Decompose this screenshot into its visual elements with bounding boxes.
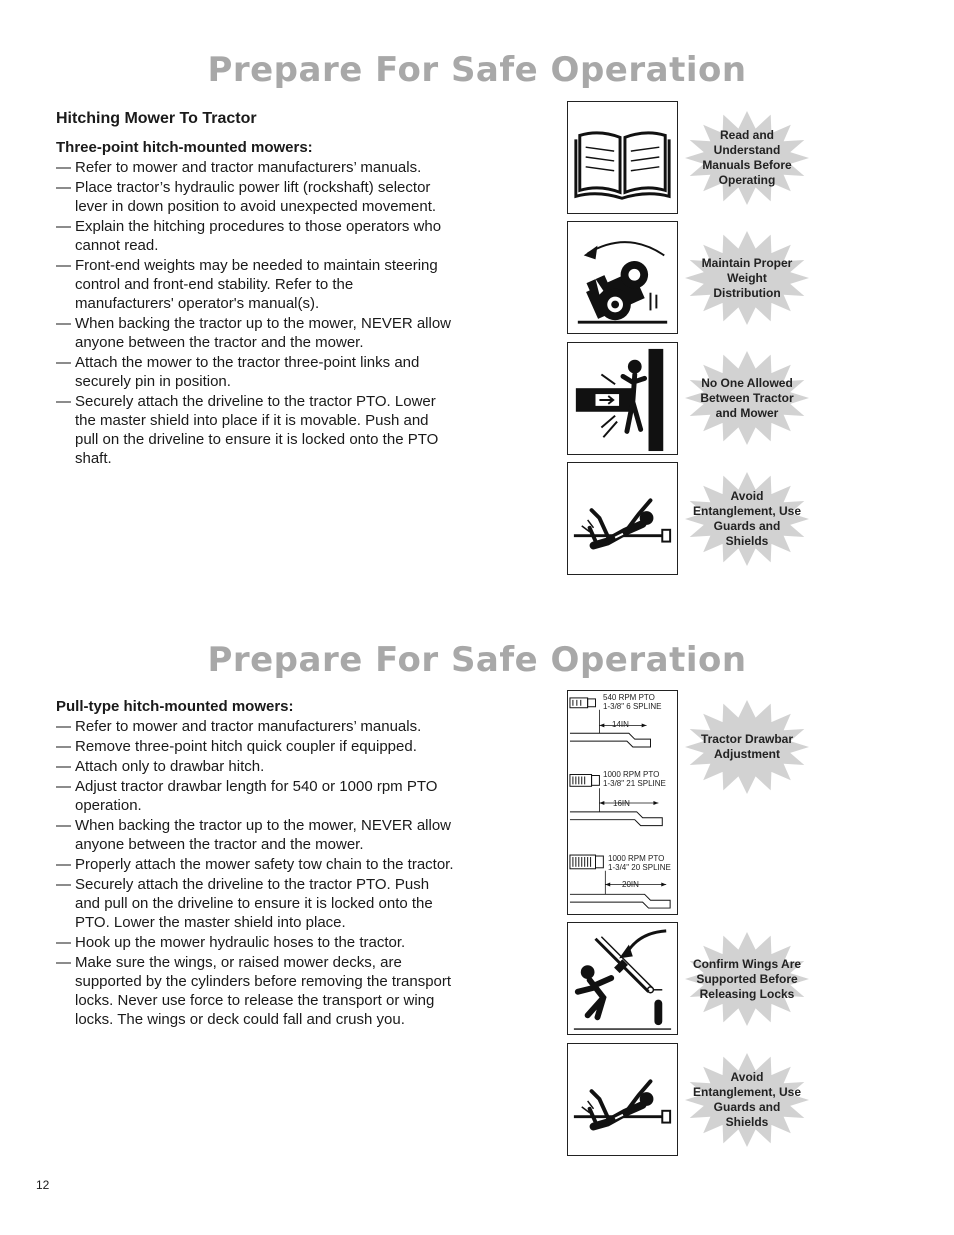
list-item: — Adjust tractor drawbar length for 540 or 1000 rpm PTO operation. [56, 777, 456, 815]
list-item: — Refer to mower and tractor manufacturers’ manuals. [56, 158, 451, 177]
page-title: Prepare For Safe Operation [207, 640, 747, 680]
list-item: — Place tractor’s hydraulic power lift (rockshaft) selector lever in down position to avoid unexpected movement. [56, 178, 451, 216]
list-item: — Hook up the mower hydraulic hoses to the tractor. [56, 933, 456, 952]
list-item: — Refer to mower and tractor manufacturers’ manuals. [56, 717, 456, 736]
warning-burst [684, 699, 810, 795]
list-item: — Make sure the wings, or raised mower decks, are supported by the cylinders before removing the transport locks. Never use force to release the transport or wing locks. The wings or deck could fall and crush you. [56, 953, 456, 1029]
list-item: — Attach only to drawbar hitch. [56, 757, 456, 776]
safety-label-no-one-between: No One Allowed Between Tractor and Mower [700, 375, 794, 420]
drawbar-1000b-spline: 1-3/4" 20 SPLINE [608, 863, 671, 872]
drawbar-1000b-length: 20IN [622, 880, 639, 889]
entanglement-icon [567, 1043, 678, 1156]
safety-label-avoid-entanglement: Avoid Entanglement, Use Guards and Shields [692, 1070, 802, 1129]
section-heading: Hitching Mower To Tractor [56, 110, 257, 127]
drawbar-540-rpm: 540 RPM PTO [603, 693, 655, 702]
safety-label-drawbar-adjustment: Tractor Drawbar Adjustment [700, 732, 794, 761]
list-item: — When backing the tractor up to the mower, NEVER allow anyone between the tractor and the mower. [56, 816, 456, 854]
drawbar-540-length: 14IN [612, 720, 629, 729]
safety-label-read-manuals: Read and Understand Manuals Before Operating [702, 128, 792, 187]
wing-crush-icon [567, 922, 678, 1035]
safety-label-confirm-wings: Confirm Wings Are Supported Before Releasing Locks [692, 956, 802, 1001]
drawbar-1000a-length: 16IN [613, 799, 630, 808]
list-item: — Securely attach the driveline to the tractor PTO. Lower the master shield into place if it is movable. Push and pull on the driveline to ensure it is locked onto the PTO shaft. [56, 392, 451, 468]
list-item: — Properly attach the mower safety tow chain to the tractor. [56, 855, 456, 874]
drawbar-1000b-rpm: 1000 RPM PTO [608, 854, 665, 863]
three-point-subheading: Three-point hitch-mounted mowers: [56, 139, 313, 156]
list-item: — Remove three-point hitch quick coupler if equipped. [56, 737, 456, 756]
safety-label-weight-distribution: Maintain Proper Weight Distribution [701, 255, 793, 300]
page-title: Prepare For Safe Operation [207, 50, 747, 90]
list-item: — Explain the hitching procedures to those operators who cannot read. [56, 217, 451, 255]
drawbar-1000a-rpm: 1000 RPM PTO [603, 770, 660, 779]
three-point-instructions [56, 158, 451, 469]
read-manual-icon [567, 101, 678, 214]
warning-burst [684, 230, 810, 326]
list-item: — Attach the mower to the tractor three-point links and securely pin in position. [56, 353, 451, 391]
list-item: — Front-end weights may be needed to maintain steering control and front-end stability. Refer to the manufacturers' operator's manual(s). [56, 256, 451, 313]
warning-burst [684, 471, 810, 567]
drawbar-1000a-spline: 1-3/8" 21 SPLINE [603, 779, 666, 788]
entanglement-icon [567, 462, 678, 575]
warning-burst [684, 1052, 810, 1148]
crush-hazard-icon [567, 342, 678, 455]
pull-type-subheading: Pull-type hitch-mounted mowers: [56, 698, 294, 715]
list-item: — When backing the tractor up to the mower, NEVER allow anyone between the tractor and the mower. [56, 314, 451, 352]
warning-burst [684, 110, 810, 206]
warning-burst [684, 350, 810, 446]
list-item: — Securely attach the driveline to the tractor PTO. Push and pull on the driveline to ensure it is locked onto the PTO. Lower the master shield into place. [56, 875, 456, 932]
drawbar-540-spline: 1-3/8" 6 SPLINE [603, 702, 662, 711]
page-number: 12 [36, 1178, 50, 1192]
tractor-tipping-icon [567, 221, 678, 334]
safety-label-avoid-entanglement: Avoid Entanglement, Use Guards and Shields [692, 489, 802, 548]
warning-burst [684, 931, 810, 1027]
pull-type-instructions [56, 717, 456, 1030]
